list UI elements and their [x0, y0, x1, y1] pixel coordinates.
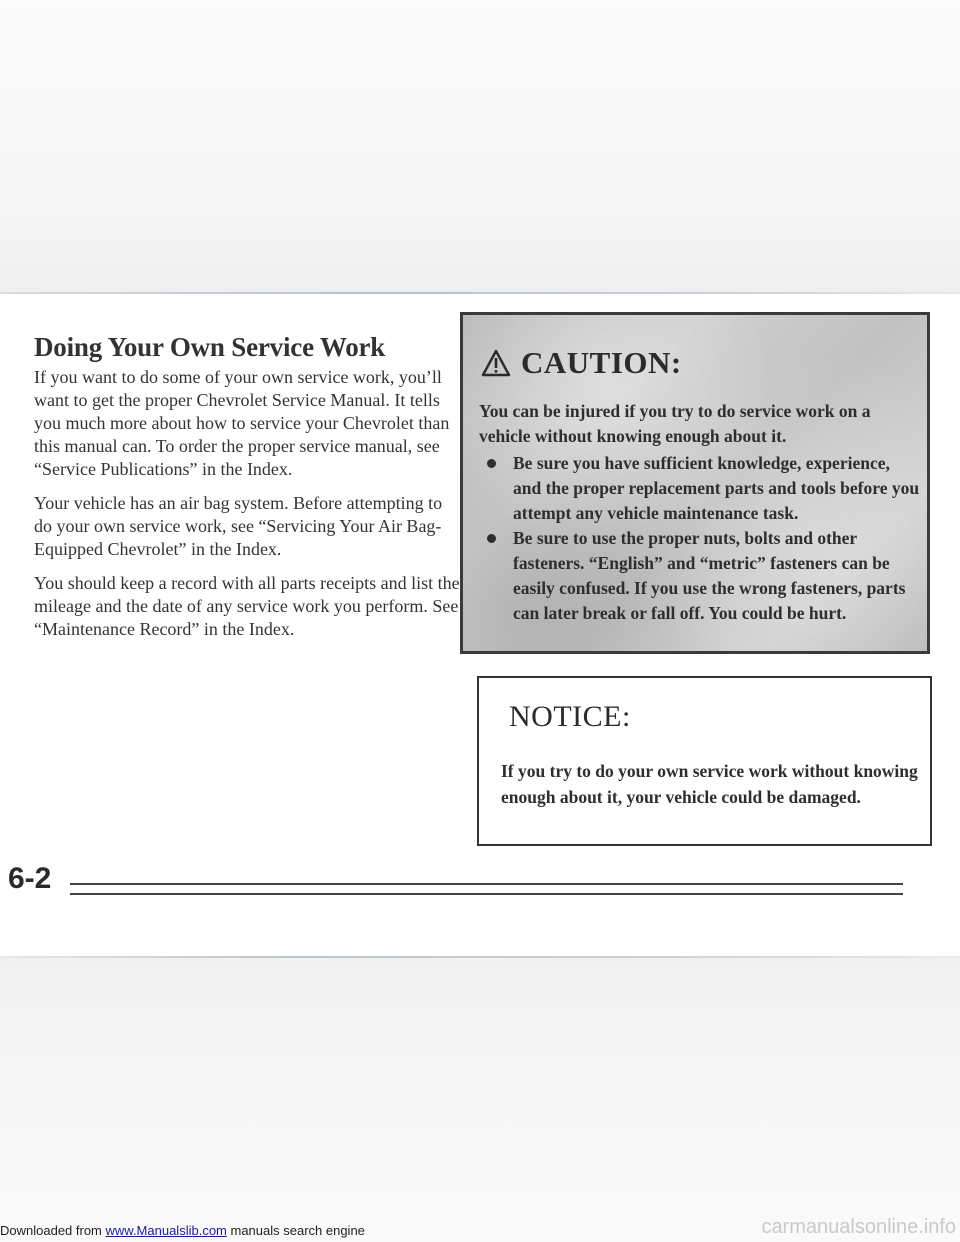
download-prefix: Downloaded from [0, 1223, 106, 1238]
manualslib-link[interactable]: www.Manualslib.com [105, 1223, 227, 1238]
caution-title: CAUTION: [521, 345, 682, 380]
download-source-line [0, 1222, 365, 1240]
body-paragraph-3: You should keep a record with all parts receipts and list the mileage and the date of any service work you perform. See “Maintenance Record” in the Index. [34, 573, 460, 639]
body-paragraph-2: Your vehicle has an air bag system. Before attempting to do your own service work, see “Servicing Your Air Bag-Equipped Chevrolet” in the Index. [34, 493, 443, 559]
bullet-icon [487, 534, 496, 543]
page-footer-rule [70, 883, 903, 895]
caution-list-item [479, 526, 921, 626]
download-suffix: manuals search engine [226, 1223, 365, 1238]
top-margin-band [0, 0, 960, 292]
caution-list [479, 451, 921, 626]
section-title: Doing Your Own Service Work [34, 332, 386, 362]
caution-box [460, 312, 930, 654]
caution-bullet-text: Be sure to use the proper nuts, bolts and other fasteners. “English” and “metric” fasteners can be easily confused. If you use the wrong fasteners, parts can later break or fall off. You could be hurt. [513, 528, 906, 623]
caution-header [481, 343, 682, 383]
bullet-icon [487, 459, 496, 468]
caution-list-item [479, 451, 921, 526]
notice-text: If you try to do your own service work without knowing enough about it, your vehicle could be damaged. [501, 761, 918, 807]
warning-triangle-icon [481, 349, 511, 377]
body-paragraph-1: If you want to do some of your own service work, you’ll want to get the proper Chevrolet Service Manual. It tells you much more about how to service your Chevrolet than this manual can. To order the proper service manual, see “Service Publications” in the Index. [34, 367, 450, 479]
watermark-text: carmanualsonline.info [761, 1216, 956, 1238]
body-text-column [34, 366, 464, 652]
caution-bullet-text: Be sure you have sufficient knowledge, experience, and the proper replacement parts and tools before you attempt any vehicle maintenance task. [513, 453, 920, 523]
top-divider [0, 292, 960, 294]
notice-box [477, 676, 932, 846]
bottom-margin-band [0, 958, 960, 1242]
caution-lead-text: You can be injured if you try to do service work on a vehicle without knowing enough about it. [479, 401, 871, 446]
notice-title: NOTICE: [509, 700, 631, 733]
page-number: 6-2 [8, 862, 52, 895]
